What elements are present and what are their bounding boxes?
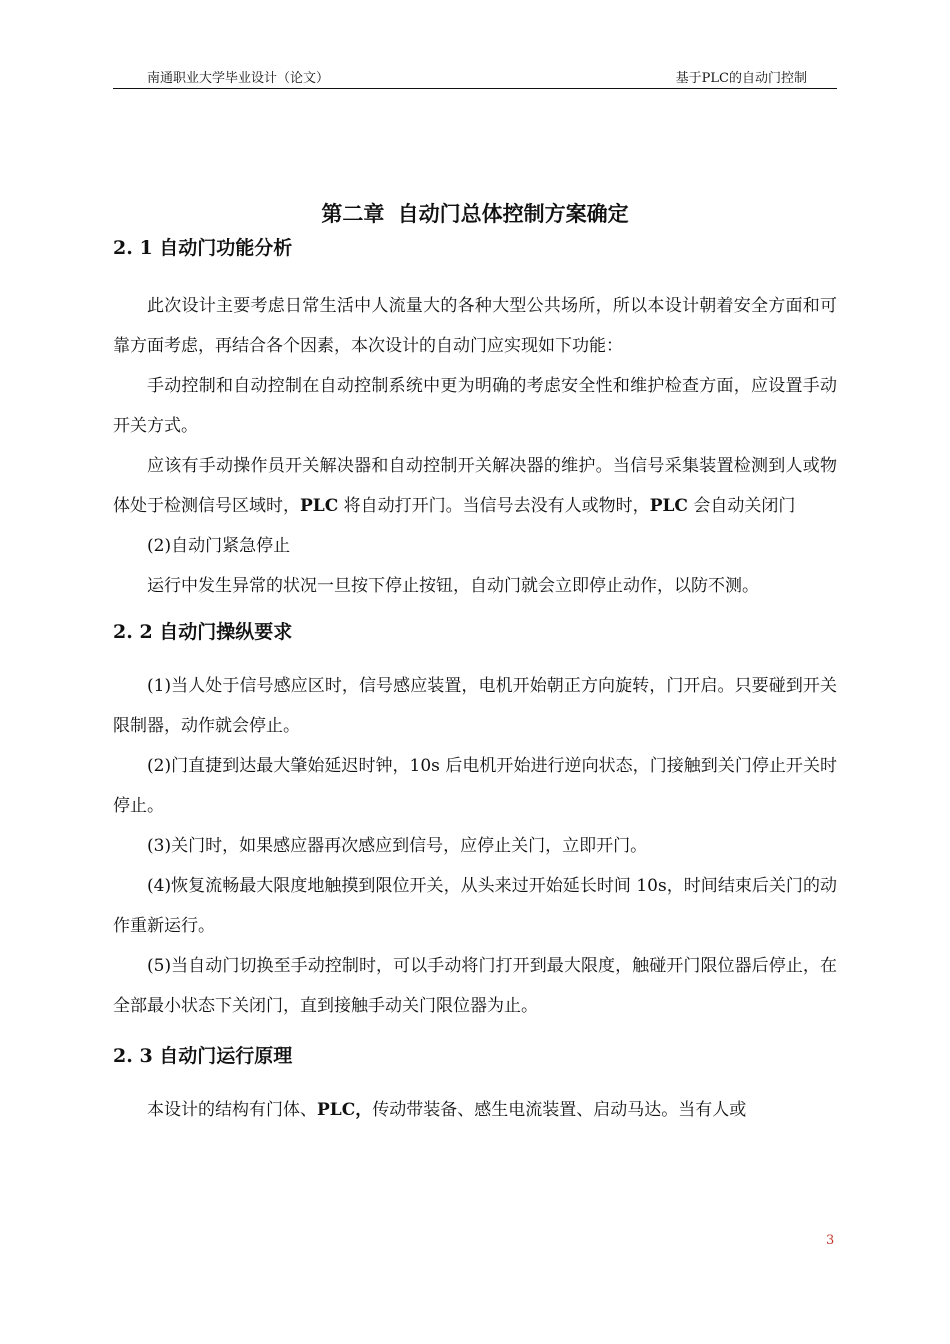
page-content bbox=[113, 194, 837, 1130]
page-number: 3 bbox=[826, 1233, 835, 1248]
page-header bbox=[113, 64, 837, 89]
paragraph: (1)当人处于信号感应区时，信号感应装置，电机开始朝正方向旋转，门开启。只要碰到开关限制器，动作就会停止。 bbox=[113, 676, 837, 736]
paragraph: (5)当自动门切换至手动控制时，可以手动将门打开到最大限度，触碰开门限位器后停止，在全部最小状态下关闭门，直到接触手动关门限位器为止。 bbox=[113, 956, 837, 1016]
paragraph: 运行中发生异常的状况一旦按下停止按钮，自动门就会立即停止动作，以防不测。 bbox=[147, 576, 759, 596]
paragraph: 手动控制和自动控制在自动控制系统中更为明确的考虑安全性和维护检查方面，应设置手动开关方式。 bbox=[113, 376, 837, 436]
paragraph: (2)门直捷到达最大肇始延迟时钟，10s 后电机开始进行逆向状态，门接触到关门停止开关时停止。 bbox=[113, 756, 837, 816]
paragraph: 此次设计主要考虑日常生活中人流量大的各种大型公共场所，所以本设计朝着安全方面和可靠方面考虑，再结合各个因素，本次设计的自动门应实现如下功能： bbox=[113, 296, 837, 356]
paragraph: 本设计的结构有门体、PLC，传动带装备、感生电流装置、启动马达。当有人或 bbox=[147, 1100, 747, 1120]
paragraph: (3)关门时，如果感应器再次感应到信号，应停止关门，立即开门。 bbox=[147, 836, 648, 856]
plc-term: PLC bbox=[300, 496, 339, 516]
chapter-title: 第二章 自动门总体控制方案确定 bbox=[321, 201, 629, 226]
paragraph: (2)自动门紧急停止 bbox=[147, 536, 291, 556]
section-title-2-1: 2. 1 自动门功能分析 bbox=[113, 237, 293, 259]
header-left-title: 南通职业大学毕业设计（论文） bbox=[147, 71, 330, 86]
paragraph: (4)恢复流畅最大限度地触摸到限位开关，从头来过开始延长时间 10s，时间结束后关门的动作重新运行。 bbox=[113, 876, 837, 936]
section-title-2-3: 2. 3 自动门运行原理 bbox=[113, 1045, 293, 1067]
paragraph: 应该有手动操作员开关解决器和自动控制开关解决器的维护。当信号采集装置检测到人或物体处于检测信号区域时，PLC 将自动打开门。当信号去没有人或物时，PLC 会自动关闭门 bbox=[113, 456, 837, 516]
plc-term: PLC bbox=[649, 496, 688, 516]
header-right-title: 基于PLC的自动门控制 bbox=[675, 71, 807, 86]
section-title-2-2: 2. 2 自动门操纵要求 bbox=[113, 621, 293, 643]
plc-term: PLC， bbox=[317, 1100, 373, 1120]
